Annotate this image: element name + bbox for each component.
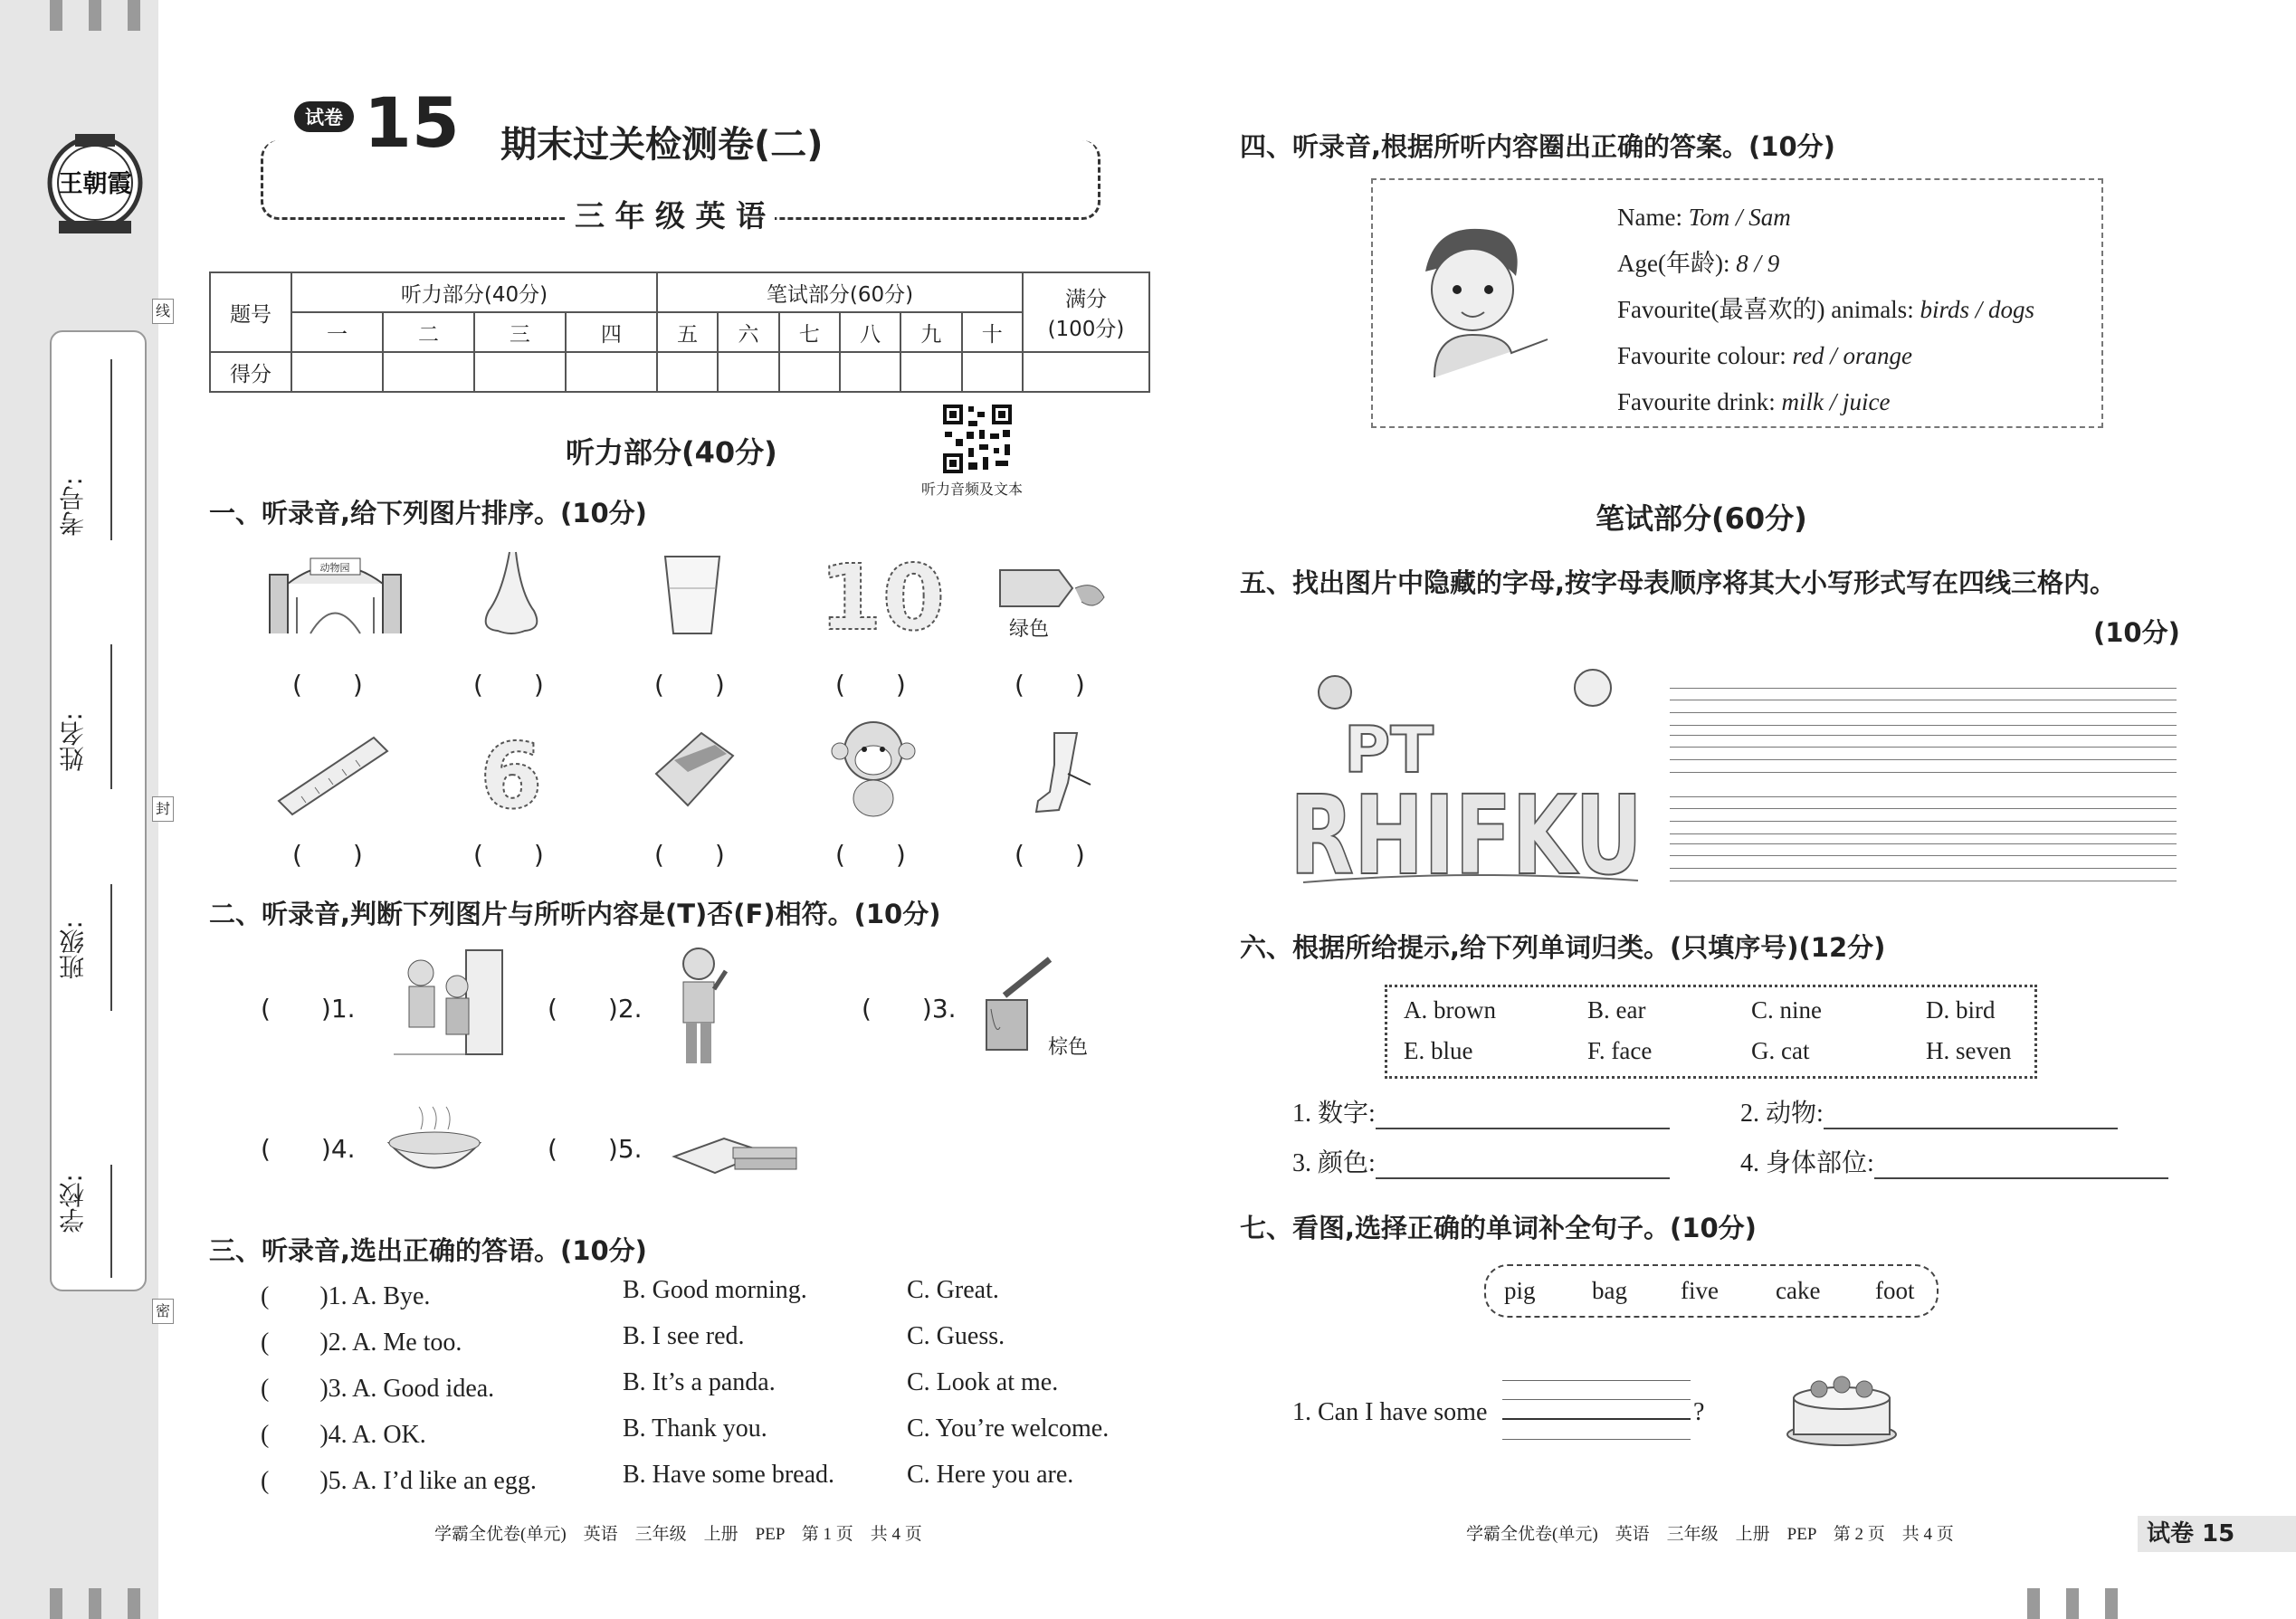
four-line-grid[interactable] <box>1670 843 2177 881</box>
row-label: 题号 <box>210 272 291 352</box>
answer-blank[interactable]: ( ) <box>835 670 906 700</box>
noodles-bowl-picture <box>385 1102 484 1188</box>
answer-line[interactable] <box>1376 1128 1670 1129</box>
footer-right: 学霸全优卷(单元) 英语 三年级 上册 PEP 第 2 页 共 4 页 <box>1466 1525 1954 1544</box>
boy-picture <box>670 944 729 1066</box>
q2-item[interactable]: ( )4. <box>261 1134 356 1164</box>
hidden-letters: RHIFKU <box>1290 774 1643 900</box>
word-option: cake <box>1776 1277 1821 1304</box>
word-option: five <box>1681 1277 1719 1304</box>
q4-line: Age(年龄): 8 / 9 <box>1617 250 1780 277</box>
number-six-picture <box>480 723 552 829</box>
question-number: 四 <box>566 312 657 352</box>
publisher-logo <box>41 127 149 244</box>
cake-picture <box>1783 1367 1901 1448</box>
class-label: 班级: <box>58 920 88 980</box>
q7-word-box <box>1484 1264 1939 1318</box>
word-option: H. seven <box>1926 1037 2012 1064</box>
q3-option-b[interactable]: B. Thank you. <box>623 1414 767 1443</box>
q4-heading: 四、听录音,根据所听内容圈出正确的答案。(10分) <box>1240 131 1835 162</box>
word-option: pig <box>1504 1277 1536 1304</box>
green-label: 绿色 <box>1009 618 1050 641</box>
four-line-grid[interactable] <box>1670 796 2177 834</box>
q3-option-c[interactable]: C. Look at me. <box>907 1368 1059 1396</box>
zoo-gate-picture <box>261 548 410 638</box>
category-colours: 3. 颜色: <box>1292 1143 1670 1179</box>
word-option: F. face <box>1587 1037 1653 1064</box>
q4-line: Name: Tom / Sam <box>1617 204 1791 231</box>
score-cell[interactable] <box>566 352 657 392</box>
books-picture <box>670 1129 801 1179</box>
q5-points: (10分) <box>2093 617 2180 648</box>
q7-sentence-1: 1. Can I have some <box>1292 1398 1488 1426</box>
question-number: 十 <box>962 312 1023 352</box>
q3-option-a[interactable]: ( )1. A. Bye. <box>261 1282 431 1310</box>
answer-line[interactable] <box>1376 1177 1670 1179</box>
seal-mark: 密 <box>152 1299 174 1324</box>
qr-code-icon[interactable] <box>941 403 1014 475</box>
q3-option-b[interactable]: B. Good morning. <box>623 1276 807 1304</box>
question-number: 五 <box>657 312 718 352</box>
qr-caption: 听力音频及文本 <box>921 481 1024 498</box>
category-numbers: 1. 数字: <box>1292 1093 1670 1129</box>
answer-blank[interactable]: ( ) <box>654 840 725 870</box>
score-cell[interactable] <box>718 352 778 392</box>
q3-option-a[interactable]: ( )5. A. I’d like an egg. <box>261 1467 537 1495</box>
answer-line[interactable] <box>1874 1177 2168 1179</box>
word-option: G. cat <box>1751 1037 1810 1064</box>
score-cell[interactable] <box>840 352 900 392</box>
score-cell[interactable] <box>1023 352 1149 392</box>
category-body-parts: 4. 身体部位: <box>1740 1143 2168 1179</box>
choice-value[interactable]: 8 / 9 <box>1736 250 1780 277</box>
question-number: 九 <box>900 312 961 352</box>
four-line-grid[interactable] <box>1670 688 2177 726</box>
seal-mark: 线 <box>152 299 174 324</box>
q3-option-a[interactable]: ( )4. A. OK. <box>261 1421 426 1449</box>
student-info-box <box>50 330 147 1291</box>
glass-picture <box>661 552 724 638</box>
answer-blank[interactable]: ( ) <box>473 670 544 700</box>
question-number: 一 <box>291 312 383 352</box>
word-option: C. nine <box>1751 996 1822 1024</box>
listening-column-header: 听力部分(40分) <box>291 272 657 312</box>
score-cell[interactable] <box>779 352 840 392</box>
q6-word-box <box>1385 985 2037 1079</box>
word-option: B. ear <box>1587 996 1646 1024</box>
answer-blank[interactable]: ( ) <box>292 840 363 870</box>
four-line-grid[interactable] <box>1502 1380 1691 1440</box>
score-cell[interactable] <box>291 352 383 392</box>
full-score-cell <box>1023 272 1149 352</box>
eraser-picture <box>647 729 738 814</box>
boy-portrait-picture <box>1407 222 1552 380</box>
q7-sentence-end: ? <box>1693 1398 1705 1426</box>
q1-heading: 一、听录音,给下列图片排序。(10分) <box>209 498 647 529</box>
q2-item[interactable]: ( )5. <box>548 1134 643 1164</box>
q2-heading: 二、听录音,判断下列图片与所听内容是(T)否(F)相符。(10分) <box>209 899 941 929</box>
q5-heading: 五、找出图片中隐藏的字母,按字母表顺序将其大小写形式写在四线三格内。 <box>1240 567 2117 598</box>
q4-line: Favourite drink: milk / juice <box>1617 388 1891 415</box>
choice-value[interactable]: birds / dogs <box>1920 296 2034 323</box>
answer-blank[interactable]: ( ) <box>1015 670 1085 700</box>
score-cell[interactable] <box>383 352 474 392</box>
q3-option-b[interactable]: B. I see red. <box>623 1322 745 1350</box>
answer-blank[interactable]: ( ) <box>292 670 363 700</box>
school-label: 学校: <box>58 1174 88 1233</box>
paint-bucket-picture <box>977 955 1059 1054</box>
q7-heading: 七、看图,选择正确的单词补全句子。(10分) <box>1240 1213 1757 1243</box>
answer-blank[interactable]: ( ) <box>473 840 544 870</box>
q3-option-c[interactable]: C. You’re welcome. <box>907 1414 1110 1443</box>
score-table <box>209 271 1150 393</box>
writing-heading: 笔试部分(60分) <box>1596 501 1807 536</box>
q3-option-a[interactable]: ( )2. A. Me too. <box>261 1329 462 1357</box>
kids-door-picture <box>389 946 507 1063</box>
q3-option-c[interactable]: C. Guess. <box>907 1322 1005 1350</box>
full-label: 满分 <box>1065 288 1107 311</box>
q3-option-b[interactable]: B. It’s a panda. <box>623 1368 776 1396</box>
name-label: 姓名: <box>58 712 88 772</box>
q2-item[interactable]: ( )1. <box>261 994 356 1024</box>
q3-heading: 三、听录音,选出正确的答语。(10分) <box>209 1235 647 1266</box>
choice-value[interactable]: milk / juice <box>1781 388 1891 415</box>
question-number: 二 <box>383 312 474 352</box>
svg-text:10: 10 <box>819 545 946 651</box>
score-row-label: 得分 <box>210 352 291 392</box>
paper-number: 15 <box>364 82 460 163</box>
question-number: 三 <box>474 312 566 352</box>
zoo-sign-text: 动物园 <box>319 562 350 574</box>
score-cell[interactable] <box>474 352 566 392</box>
four-line-grid[interactable] <box>1670 735 2177 773</box>
q4-line: Favourite(最喜欢的) animals: birds / dogs <box>1617 296 2034 323</box>
ruler-picture <box>274 729 392 819</box>
footer-left: 学霸全优卷(单元) 英语 三年级 上册 PEP 第 1 页 共 4 页 <box>434 1525 922 1544</box>
hidden-letters-picture <box>1285 665 1647 900</box>
word-option: foot <box>1875 1277 1915 1304</box>
q3-option-c[interactable]: C. Here you are. <box>907 1461 1074 1489</box>
leg-picture <box>1018 729 1095 819</box>
q3-option-b[interactable]: B. Have some bread. <box>623 1461 835 1489</box>
number-ten-picture <box>819 545 946 651</box>
question-number: 八 <box>840 312 900 352</box>
q3-option-a[interactable]: ( )3. A. Good idea. <box>261 1375 495 1403</box>
word-option: A. brown <box>1404 996 1496 1024</box>
hidden-letters-top: PT <box>1344 713 1434 787</box>
answer-line[interactable] <box>1824 1128 2118 1129</box>
svg-text:6: 6 <box>480 723 543 829</box>
paper-tag: 试卷 15 <box>2138 1516 2296 1552</box>
question-number: 七 <box>779 312 840 352</box>
monkey-picture <box>824 715 923 819</box>
choice-value[interactable]: red / orange <box>1792 342 1912 369</box>
paper-badge: 试卷 <box>294 101 354 132</box>
answer-blank[interactable]: ( ) <box>835 840 906 870</box>
score-cell[interactable] <box>900 352 961 392</box>
score-cell[interactable] <box>962 352 1023 392</box>
q2-item[interactable]: ( )2. <box>548 994 643 1024</box>
word-option: E. blue <box>1404 1037 1473 1064</box>
logo-text: 王朝霞 <box>58 170 132 198</box>
word-option: D. bird <box>1926 996 1996 1024</box>
word-option: bag <box>1592 1277 1627 1304</box>
nose-picture <box>475 548 548 638</box>
score-cell[interactable] <box>657 352 718 392</box>
q4-line: Favourite colour: red / orange <box>1617 342 1912 369</box>
listening-heading: 听力部分(40分) <box>566 435 777 470</box>
answer-blank[interactable]: ( ) <box>654 670 725 700</box>
q3-option-c[interactable]: C. Great. <box>907 1276 999 1304</box>
writing-column-header: 笔试部分(60分) <box>657 272 1023 312</box>
q4-info-list <box>1617 195 2034 425</box>
full-value: (100分) <box>1047 318 1125 341</box>
q6-heading: 六、根据所给提示,给下列单词归类。(只填序号)(12分) <box>1240 932 1886 963</box>
brown-label: 棕色 <box>1048 1036 1089 1059</box>
category-animals: 2. 动物: <box>1740 1093 2118 1129</box>
q2-item[interactable]: ( )3. <box>862 994 957 1024</box>
seal-mark: 封 <box>152 796 174 822</box>
id-label: 考号: <box>58 477 88 537</box>
page-title: 期末过关检测卷(二) <box>500 124 824 166</box>
choice-value[interactable]: Tom / Sam <box>1688 204 1791 231</box>
question-number: 六 <box>718 312 778 352</box>
answer-blank[interactable]: ( ) <box>1015 840 1085 870</box>
page-subtitle: 三 年 级 英 语 <box>566 193 775 235</box>
